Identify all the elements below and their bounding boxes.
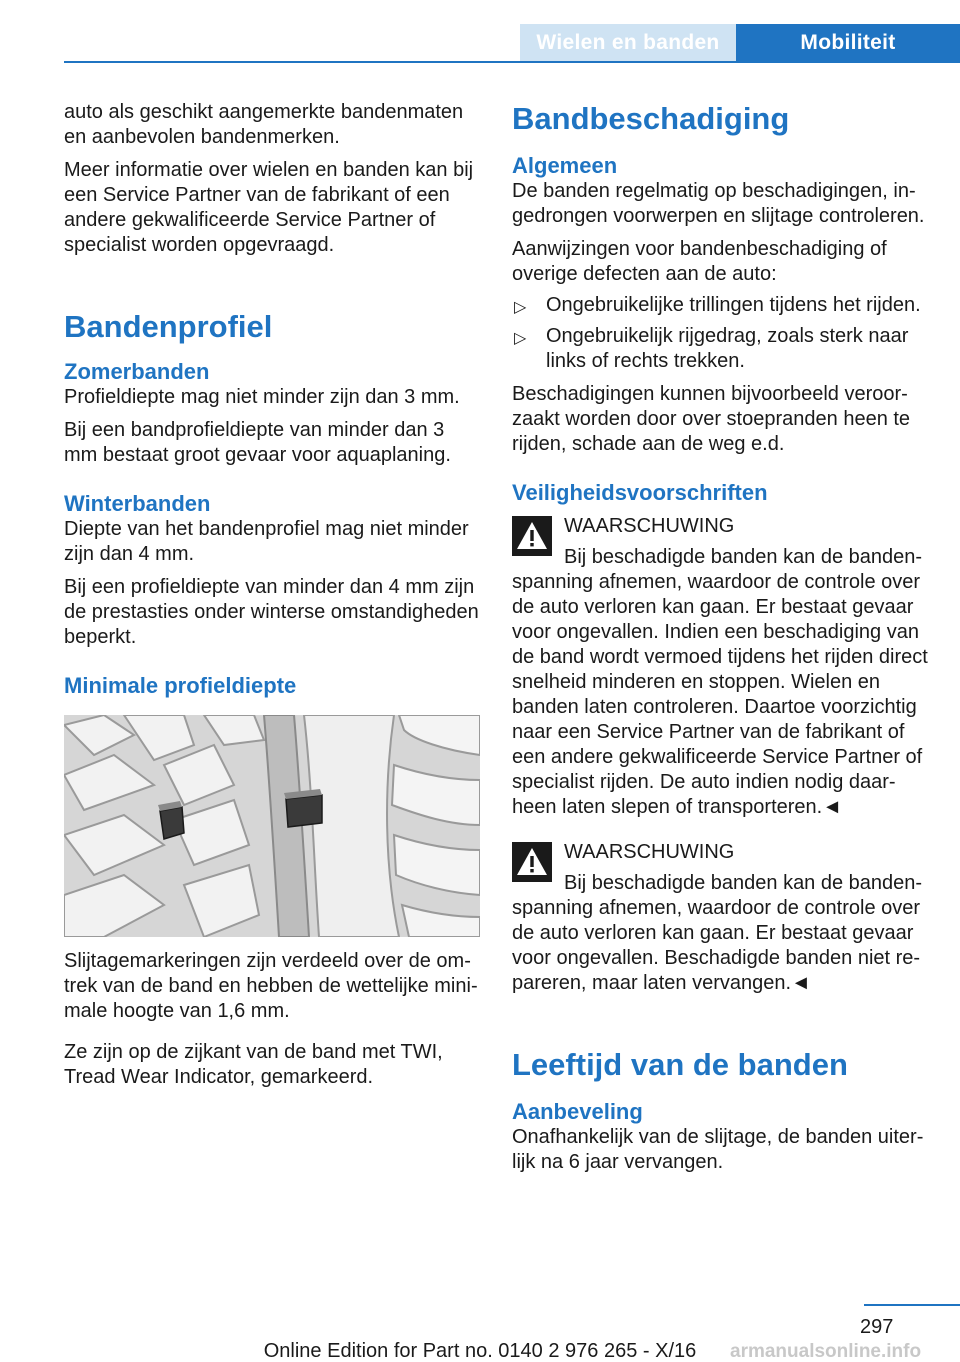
section-tab <box>520 24 736 62</box>
warning-1-label: WAARSCHUWING <box>564 515 735 537</box>
warning-2-label: WAARSCHUWING <box>564 841 735 863</box>
tread-wear-figure <box>64 715 480 937</box>
aanbeveling-heading: Aanbeveling <box>512 1099 643 1124</box>
chapter-tab <box>736 24 960 62</box>
edition-footer: Online Edition for Part no. 0140 2 976 265 - X/16 <box>263 1340 697 1362</box>
right-column <box>512 100 930 1183</box>
winterbanden-paragraph-1: Diepte van het bandenprofiel mag niet minder zijn dan 4 mm. <box>64 518 469 565</box>
bandbeschadiging-heading: Bandbeschadiging <box>512 101 790 136</box>
aanbeveling-paragraph-1: Onafhankelijk van de slijtage, de banden uiterlijk na 6 jaar vervangen. <box>512 1126 924 1173</box>
chapter-label: Mobiliteit <box>800 31 896 54</box>
section-label: Wielen en banden <box>536 31 720 54</box>
tire-tread-illustration <box>64 715 480 937</box>
bullet-item-1-text: Ongebruikelijke trillingen tijdens het rijden. <box>546 294 921 316</box>
zomerbanden-paragraph-1: Profieldiepte mag niet minder zijn dan 3 mm. <box>64 386 460 408</box>
slijtage-paragraph-2: Ze zijn op de zijkant van de band met TWI, Tread Wear Indicator, gemarkeerd. <box>64 1041 443 1088</box>
header-rule <box>64 61 960 63</box>
warning-1-text: Bij beschadigde banden kan de bandenspanning afnemen, waardoor de controle over de auto verloren kan gaan. Er bestaat gevaar voor ongevallen. Indien een beschadiging van de band wordt vermoed tijdens het rijden direct snelheid minderen en stoppen. Wielen en banden laten controleren. Daartoe voorzichtig naar een Service Partner van de fabrikant of een andere gekwalificeerde Service Partner of specialist rijden. De auto indien nodig daarheen laten slepen of transporteren.◄ <box>512 546 928 818</box>
intro-paragraph-2: Meer informatie over wielen en banden kan bij een Service Partner van de fabrikant of een andere gekwalificeerde Service Partner of specialist worden opgevraagd. <box>64 159 474 256</box>
watermark: armanualsonline.info <box>730 1341 922 1362</box>
algemeen-heading: Algemeen <box>512 153 618 178</box>
warning-2-text: Bij beschadigde banden kan de bandenspanning afnemen, waardoor de controle over de auto verloren kan gaan. Er bestaat gevaar voor ongevallen. Beschadigde banden niet repareren, maar laten vervangen.◄ <box>512 872 923 994</box>
bullet-item-1 <box>512 293 930 318</box>
page-header <box>0 0 960 62</box>
warning-block-2 <box>512 840 930 996</box>
veiligheidsvoorschriften-heading: Veiligheidsvoorschriften <box>512 480 768 505</box>
zomerbanden-heading: Zomerbanden <box>64 359 210 384</box>
leeftijd-heading: Leeftijd van de banden <box>512 1047 848 1082</box>
algemeen-paragraph-3: Beschadigingen kunnen bijvoorbeeld veroorzaakt worden door over stoepranden heen te rijden, schade aan de weg e.d. <box>512 383 911 455</box>
winterbanden-paragraph-2: Bij een profieldiepte van minder dan 4 mm zijn de prestasties onder winterse omstandigheden beperkt. <box>64 576 479 648</box>
warning-triangle-icon <box>512 516 552 556</box>
algemeen-paragraph-2: Aanwijzingen voor bandenbeschadiging of overige defecten aan de auto: <box>512 238 887 285</box>
bullet-item-2-text: Ongebruikelijk rijgedrag, zoals sterk naar links of rechts trekken. <box>546 325 909 372</box>
algemeen-paragraph-1: De banden regelmatig op beschadigingen, ingedrongen voorwerpen en slijtage controleren. <box>512 180 925 227</box>
warning-triangle-icon <box>512 842 552 882</box>
intro-paragraph-1: auto als geschikt aangemerkte bandenmaten en aanbevolen bandenmerken. <box>64 101 464 148</box>
triangle-right-icon: ▷ <box>514 299 527 316</box>
page-number: 297 <box>860 1316 894 1338</box>
left-column <box>64 100 482 1098</box>
zomerbanden-paragraph-2: Bij een bandprofieldiepte van minder dan 3 mm bestaat groot gevaar voor aquaplaning. <box>64 419 451 466</box>
triangle-right-icon: ▷ <box>514 330 527 347</box>
minimale-profieldiepte-heading: Minimale profieldiepte <box>64 673 297 698</box>
bandenprofiel-heading: Bandenprofiel <box>64 309 273 344</box>
winterbanden-heading: Winterbanden <box>64 491 211 516</box>
footer-rule <box>864 1304 960 1306</box>
bullet-item-2 <box>512 324 930 374</box>
warning-block-1 <box>512 514 930 820</box>
slijtage-paragraph-1: Slijtagemarkeringen zijn verdeeld over de omtrek van de band en hebben de wettelijke minimale hoogte van 1,6 mm. <box>64 950 478 1022</box>
